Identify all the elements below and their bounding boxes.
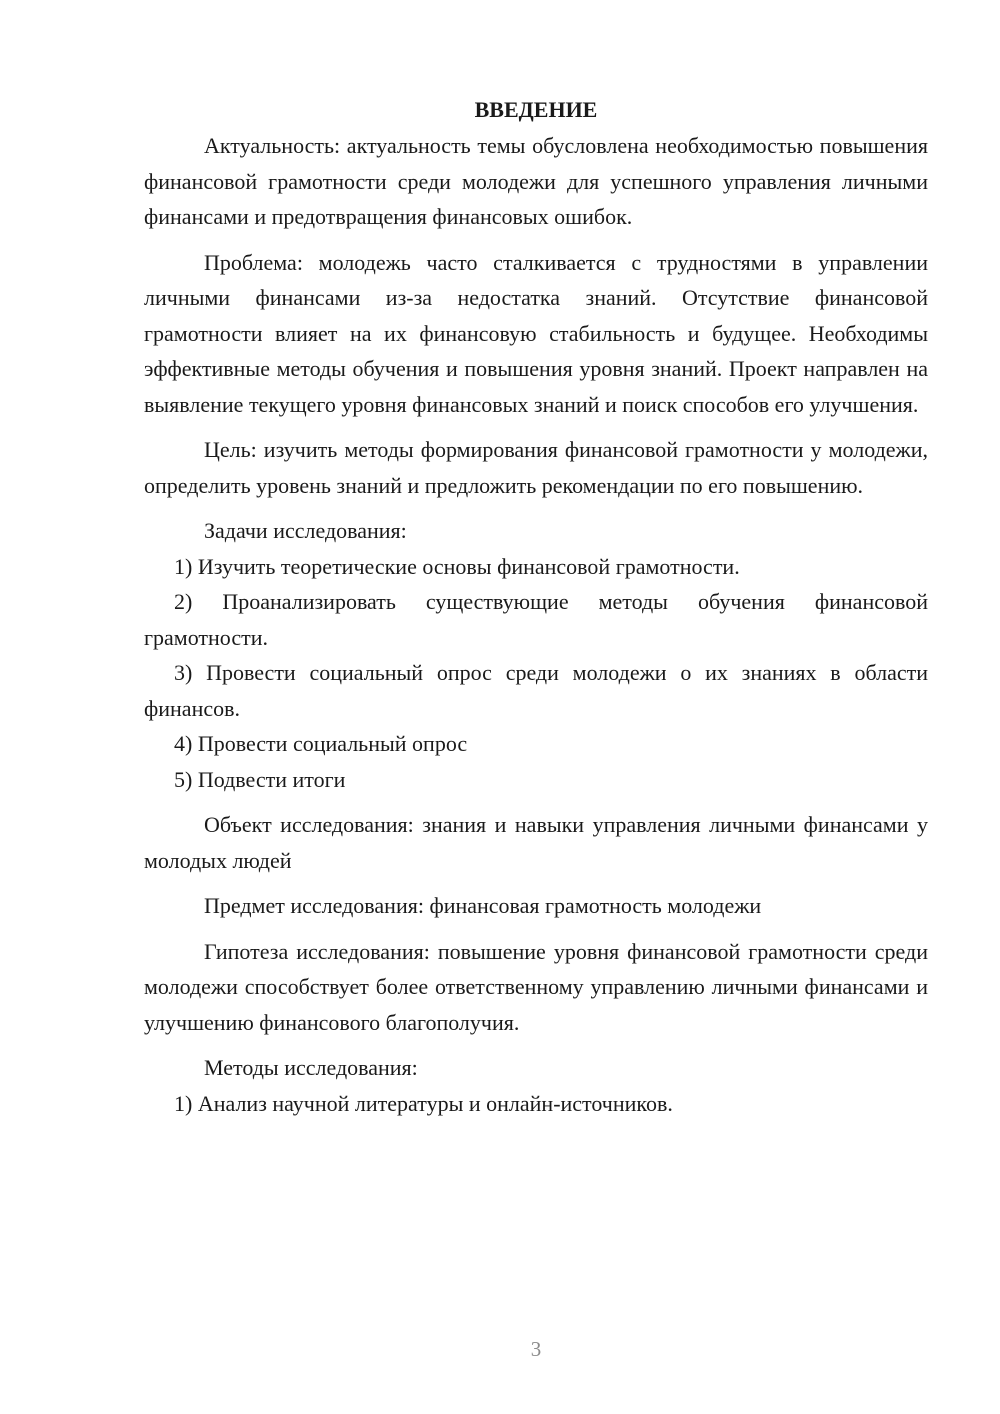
section-heading: ВВЕДЕНИЕ bbox=[474, 97, 598, 122]
relevance-paragraph: Актуальность: актуальность темы обусловлена необходимостью повышения финансовой грамотности среди молодежи для успешного управления личными финансами и предотвращения финансовых ошибок. bbox=[144, 133, 928, 229]
problem-paragraph: Проблема: молодежь часто сталкивается с трудностями в управлении личными финансами из-за недостатка знаний. Отсутствие финансовой грамотности влияет на их финансовую стабильность и будущее. Необходимы эффективные методы обучения и повышения уровня знаний. Проект направлен на выявление текущего уровня финансовых знаний и поиск способов его улучшения. bbox=[144, 249, 928, 417]
object-paragraph: Объект исследования: знания и навыки управления личными финансами у молодых людей bbox=[144, 812, 928, 873]
page-number: 3 bbox=[530, 1337, 542, 1361]
hypothesis-paragraph: Гипотеза исследования: повышение уровня финансовой грамотности среди молодежи способствует более ответственному управлению личными финансами и улучшению финансового благополучия. bbox=[144, 938, 928, 1035]
subject-paragraph: Предмет исследования: финансовая грамотность молодежи bbox=[204, 893, 762, 918]
page-content bbox=[144, 92, 928, 1121]
methods-title: Методы исследования: bbox=[204, 1055, 418, 1080]
task-item: 3) Провести социальный опрос среди молодежи о их знаниях в области финансов. bbox=[144, 660, 928, 721]
tasks-title: Задачи исследования: bbox=[204, 518, 407, 543]
method-item: 1) Анализ научной литературы и онлайн-источников. bbox=[174, 1090, 673, 1116]
task-item: 1) Изучить теоретические основы финансовой грамотности. bbox=[174, 553, 740, 579]
task-item: 2) Проанализировать существующие методы обучения финансовой грамотности. bbox=[144, 589, 928, 650]
task-item: 4) Провести социальный опрос bbox=[174, 731, 468, 756]
task-item: 5) Подвести итоги bbox=[174, 766, 346, 792]
goal-paragraph: Цель: изучить методы формирования финансовой грамотности у молодежи, определить уровень знаний и предложить рекомендации по его повышению. bbox=[144, 437, 928, 498]
